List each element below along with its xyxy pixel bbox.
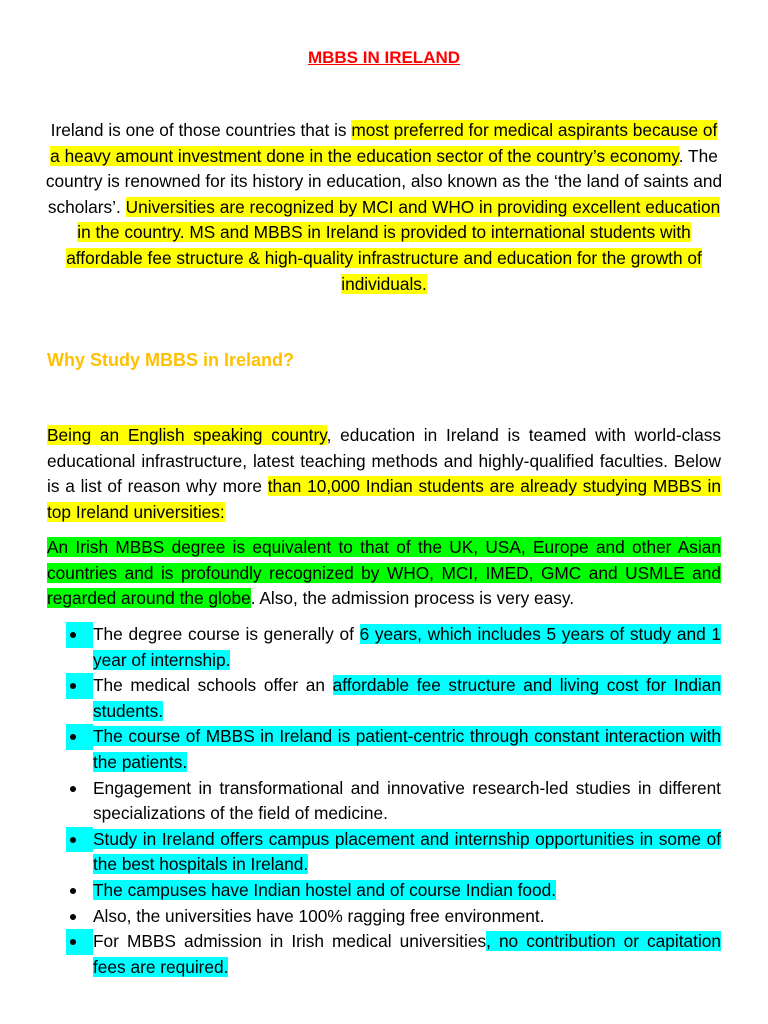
bullet-icon	[66, 827, 93, 853]
text-segment: 6 years, which includes 5 years of study and 1 year of internship.	[93, 624, 721, 670]
text-segment: The campuses have Indian hostel and of course Indian food.	[93, 879, 557, 900]
text-segment: . The country is renowned for its history in education, also known as the ‘the land of saints and scholars’.	[45, 145, 723, 217]
list-item	[66, 724, 721, 775]
list-item	[66, 929, 721, 980]
text-segment: than 10,000 Indian students are already studying MBBS in top Ireland universities:	[47, 476, 721, 522]
intro-paragraph	[44, 118, 724, 297]
list-item	[66, 622, 721, 673]
text-segment: most preferred for medical aspirants because of a heavy amount investment done in the education sector of the country’s economy	[50, 120, 718, 166]
text-segment: , education in Ireland is teamed with world-class educational infrastructure, latest teaching methods and highly-qualified faculties. Below is a list of reason why more	[47, 425, 721, 497]
list-item	[66, 776, 721, 827]
list-item	[66, 904, 721, 930]
text-segment: Ireland is one of those countries that is	[50, 120, 352, 140]
text-segment: An Irish MBBS degree is equivalent to that of the UK, USA, Europe and other Asian countries and is profoundly recognized by WHO, MCI, IMED, GMC and USMLE and regarded around the globe	[47, 537, 721, 609]
text-segment: . Also, the admission process is very easy.	[250, 588, 575, 609]
text-segment: Study in Ireland offers campus placement and internship opportunities in some of the best hospitals in Ireland.	[93, 828, 721, 875]
document-title: MBBS IN IRELAND	[307, 48, 461, 67]
text-segment: affordable fee structure and living cost for Indian students.	[93, 675, 721, 721]
list-item	[66, 673, 721, 724]
text-segment: , no contribution or capitation fees are required.	[93, 931, 722, 977]
reasons-list	[66, 622, 721, 980]
text-segment: The degree course is generally of	[93, 624, 360, 644]
bullet-icon	[66, 929, 93, 955]
recognition-paragraph	[47, 535, 721, 612]
text-segment: The course of MBBS in Ireland is patient-centric through constant interaction with the patients.	[93, 726, 721, 772]
text-segment: Being an English speaking country	[47, 425, 327, 445]
reasons-paragraph	[47, 423, 721, 525]
list-item	[66, 827, 721, 878]
bullet-icon	[66, 724, 93, 750]
text-segment: Engagement in transformational and innovative research-led studies in different specializations of the field of medicine.	[93, 777, 721, 824]
section-heading: Why Study MBBS in Ireland?	[47, 350, 295, 370]
list-item	[66, 878, 721, 904]
text-segment: Universities are recognized by MCI and WHO in providing excellent education in the country. MS and MBBS in Ireland is provided to international students with affordable fee structure & high-quality infrastructure and education for the growth of individuals.	[66, 196, 721, 294]
text-segment: For MBBS admission in Irish medical universities	[93, 931, 487, 952]
text-segment: The medical schools offer an	[93, 675, 333, 696]
bullet-icon	[66, 622, 93, 648]
bullet-icon	[66, 673, 93, 699]
text-segment: Also, the universities have 100% ragging free environment.	[93, 905, 545, 926]
